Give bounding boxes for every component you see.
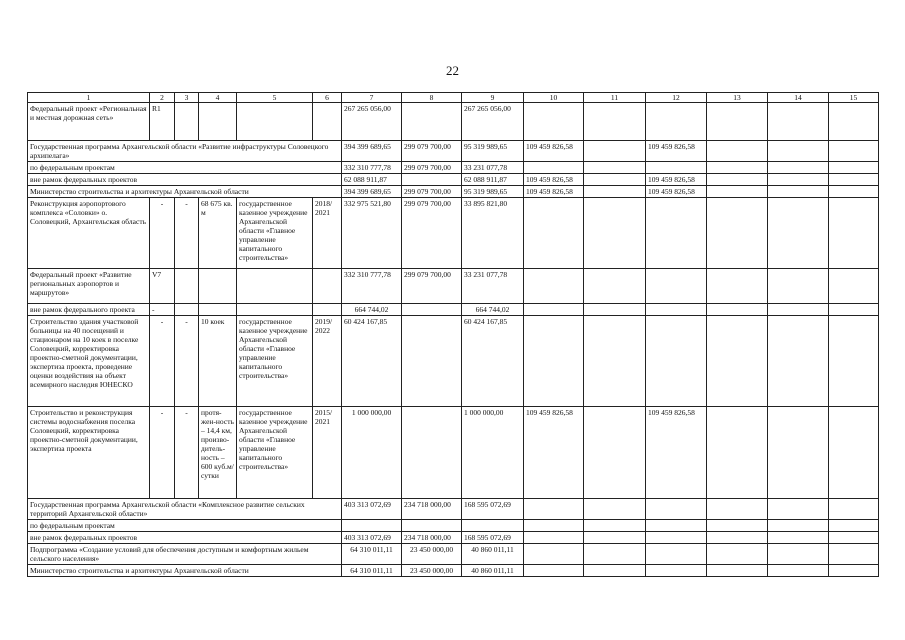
row-label: по федеральным проектам [28,520,342,532]
capacity: 68 675 кв. м [199,198,237,269]
col3-value: - [175,316,199,407]
column-number: 3 [175,93,199,103]
amount-federal: 299 079 700,00 [402,162,462,174]
project-code: - [150,198,175,269]
column-number: 10 [524,93,584,103]
amount-regional: 168 595 072,69 [462,532,524,544]
amount-regional: 95 319 989,65 [462,141,524,162]
amount-regional: 664 744,02 [462,304,524,316]
column-number: 4 [199,93,237,103]
amount-col12: 109 459 826,58 [646,186,707,198]
row-label: Государственная программа Архангельской области «Развитие инфраструктуры Соловецкого архипелага» [28,141,342,162]
amount-total: 1 000 000,00 [342,407,402,499]
column-number: 13 [707,93,768,103]
customer: государственное казенное учреждение Архангельской области «Главное управление капитального строительства» [237,407,313,499]
table-row [28,499,879,520]
column-number: 9 [462,93,524,103]
amount-total: 394 399 689,65 [342,186,402,198]
column-number: 15 [829,93,879,103]
amount-regional: 40 860 011,11 [462,565,524,577]
amount-federal: 299 079 700,00 [402,186,462,198]
column-number: 2 [150,93,175,103]
col3-value: - [175,407,199,499]
column-number: 6 [313,93,342,103]
row-label: Государственная программа Архангельской области «Комплексное развитие сельских территорий Архангельской области» [28,499,342,520]
budget-table [27,92,879,577]
page-number: 22 [446,63,459,78]
row-label: Подпрограмма «Создание условий для обеспечения доступным и комфортным жильем сельского населения» [28,544,342,565]
amount-total: 60 424 167,85 [342,316,402,407]
amount-total: 403 313 072,69 [342,532,402,544]
row-label: вне рамок федеральных проектов [28,532,342,544]
amount-regional: 267 265 056,00 [462,103,524,141]
row-label: вне рамок федерального проекта [28,304,150,316]
amount-federal: 299 079 700,00 [402,269,462,304]
amount-regional: 62 088 911,87 [462,174,524,186]
amount-regional: 33 231 077,78 [462,269,524,304]
table-row [28,316,879,407]
customer: государственное казенное учреждение Архангельской области «Главное управление капитального строительства» [237,198,313,269]
amount-regional: 60 424 167,85 [462,316,524,407]
capacity: 10 коек [199,316,237,407]
column-number-row [28,93,879,103]
table-row [28,407,879,499]
amount-total: 332 310 777,78 [342,162,402,174]
table-row [28,565,879,577]
column-number: 12 [646,93,707,103]
row-label: Федеральный проект «Региональная и местная дорожная сеть» [28,103,150,141]
amount-total: 64 310 011,11 [342,565,402,577]
object-name: Строительство и реконструкция системы водоснабжения поселка Соловецкий, корректировка проектно-сметной документации, экспертиза проекта [28,407,150,499]
amount-total: 403 313 072,69 [342,499,402,520]
column-number: 5 [237,93,313,103]
project-code: - [150,407,175,499]
amount-total: 64 310 011,11 [342,544,402,565]
object-name: Строительство здания участковой больницы на 40 посещений и стационаром на 10 коек в поселке Соловецкий, корректировка проектно-сметной документации, экспертиза проекта, проведение оценки воздействия на объект всемирного наследия ЮНЕСКО [28,316,150,407]
table-row [28,304,879,316]
period: 2015/ 2021 [313,407,342,499]
period: 2018/ 2021 [313,198,342,269]
table-row [28,103,879,141]
amount-federal: 234 718 000,00 [402,499,462,520]
column-number: 11 [584,93,646,103]
table-row [28,174,879,186]
row-label: Министерство строительства и архитектуры Архангельской области [28,186,342,198]
amount-federal: 23 450 000,00 [402,544,462,565]
row-label: по федеральным проектам [28,162,342,174]
table-row [28,532,879,544]
amount-regional: 95 319 989,65 [462,186,524,198]
amount-col10: 109 459 826,58 [524,141,584,162]
amount-col10: 109 459 826,58 [524,407,584,499]
amount-col10: 109 459 826,58 [524,174,584,186]
amount-total: 267 265 056,00 [342,103,402,141]
column-number: 1 [28,93,150,103]
amount-federal: 299 079 700,00 [402,198,462,269]
amount-federal: 299 079 700,00 [402,141,462,162]
table-row [28,520,879,532]
table-row [28,544,879,565]
col3-value: - [175,198,199,269]
amount-total: 332 975 521,80 [342,198,402,269]
project-code: - [150,316,175,407]
amount-federal: 234 718 000,00 [402,532,462,544]
amount-col10: 109 459 826,58 [524,186,584,198]
row-label: Министерство строительства и архитектуры Архангельской области [28,565,342,577]
table-row [28,269,879,304]
column-number: 7 [342,93,402,103]
project-code: - [150,304,175,316]
amount-col12: 109 459 826,58 [646,141,707,162]
customer: государственное казенное учреждение Архангельской области «Главное управление капитального строительства» [237,316,313,407]
amount-col12: 109 459 826,58 [646,174,707,186]
row-label: вне рамок федеральных проектов [28,174,342,186]
amount-regional: 40 860 011,11 [462,544,524,565]
amount-federal: 23 450 000,00 [402,565,462,577]
amount-total: 664 744,02 [342,304,402,316]
row-label: Федеральный проект «Развитие региональных аэропортов и маршрутов» [28,269,150,304]
amount-regional: 1 000 000,00 [462,407,524,499]
table-row [28,186,879,198]
amount-regional: 33 231 077,78 [462,162,524,174]
amount-total: 332 310 777,78 [342,269,402,304]
table-row [28,162,879,174]
amount-regional: 168 595 072,69 [462,499,524,520]
amount-col12: 109 459 826,58 [646,407,707,499]
column-number: 14 [768,93,829,103]
table-row [28,198,879,269]
amount-regional: 33 895 821,80 [462,198,524,269]
column-number: 8 [402,93,462,103]
amount-total: 62 088 911,87 [342,174,402,186]
capacity: протя-жен-ность – 14,4 км, произво-дитель-ность – 600 куб.м/ сутки [199,407,237,499]
object-name: Реконструкция аэропортового комплекса «Соловки» о. Соловецкий, Архангельская область [28,198,150,269]
period: 2019/ 2022 [313,316,342,407]
project-code: V7 [150,269,175,304]
amount-total: 394 399 689,65 [342,141,402,162]
project-code: R1 [150,103,175,141]
table-row [28,141,879,162]
